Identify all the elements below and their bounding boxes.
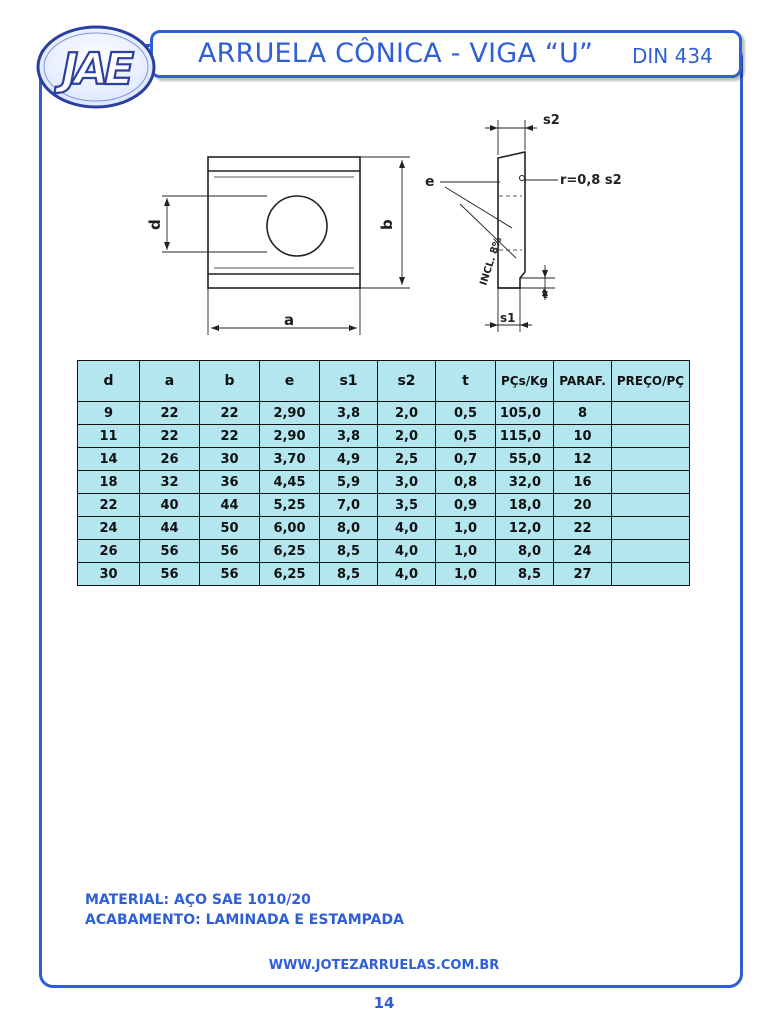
header-e: e <box>260 361 320 402</box>
table-cell: 3,70 <box>260 448 320 471</box>
table-cell: 1,0 <box>436 540 496 563</box>
table-cell: 16 <box>554 471 612 494</box>
label-t: t <box>542 287 548 301</box>
table-cell: 4,45 <box>260 471 320 494</box>
header-preco: PREÇO/PÇ <box>612 361 690 402</box>
table-cell: 0,9 <box>436 494 496 517</box>
table-row <box>78 402 690 425</box>
table-cell <box>612 425 690 448</box>
table-cell: 8,0 <box>496 540 554 563</box>
table-cell: 40 <box>140 494 200 517</box>
washer-hole <box>267 196 327 256</box>
table-cell: 24 <box>78 517 140 540</box>
table-cell: 4,0 <box>378 517 436 540</box>
company-logo <box>34 22 158 112</box>
table-cell: 2,5 <box>378 448 436 471</box>
table-cell <box>612 471 690 494</box>
table-cell: 3,0 <box>378 471 436 494</box>
table-cell: 14 <box>78 448 140 471</box>
table-cell: 50 <box>200 517 260 540</box>
table-cell: 8 <box>554 402 612 425</box>
table-row <box>78 471 690 494</box>
table-cell: 22 <box>200 402 260 425</box>
header-s2: s2 <box>378 361 436 402</box>
table-cell: 6,25 <box>260 563 320 586</box>
table-cell: 32,0 <box>496 471 554 494</box>
table-header-row <box>78 361 690 402</box>
table-cell: 30 <box>200 448 260 471</box>
page-title: ARRUELA CÔNICA - VIGA “U” <box>198 38 594 69</box>
table-cell: 18 <box>78 471 140 494</box>
table-cell: 1,0 <box>436 563 496 586</box>
table-cell: 44 <box>140 517 200 540</box>
table-row <box>78 517 690 540</box>
table-cell: 22 <box>78 494 140 517</box>
table-cell: 0,8 <box>436 471 496 494</box>
table-cell: 32 <box>140 471 200 494</box>
standard-label: DIN 434 <box>632 44 713 68</box>
table-row <box>78 494 690 517</box>
table-cell: 3,5 <box>378 494 436 517</box>
table-cell: 8,0 <box>320 517 378 540</box>
table-cell: 56 <box>200 540 260 563</box>
table-cell <box>612 563 690 586</box>
table-cell: 26 <box>140 448 200 471</box>
header-t: t <box>436 361 496 402</box>
logo-text: JAE <box>61 44 131 95</box>
table-cell <box>612 540 690 563</box>
table-row <box>78 563 690 586</box>
table-cell <box>612 494 690 517</box>
label-e: e <box>425 174 435 190</box>
label-a: a <box>284 311 295 329</box>
label-s2: s2 <box>543 113 560 128</box>
website-link[interactable]: WWW.JOTEZARRUELAS.COM.BR <box>268 958 500 973</box>
header-b: b <box>200 361 260 402</box>
finish-text: ACABAMENTO: LAMINADA E ESTAMPADA <box>85 912 404 928</box>
table-cell: 6,25 <box>260 540 320 563</box>
table-cell: 4,0 <box>378 563 436 586</box>
spec-table <box>77 360 690 586</box>
label-d: d <box>146 219 164 230</box>
table-cell: 12 <box>554 448 612 471</box>
table-cell <box>612 402 690 425</box>
table-cell: 36 <box>200 471 260 494</box>
label-s1: s1 <box>500 311 516 325</box>
table-cell: 22 <box>140 402 200 425</box>
table-cell: 22 <box>200 425 260 448</box>
technical-drawing <box>140 100 660 345</box>
table-cell: 20 <box>554 494 612 517</box>
table-cell: 105,0 <box>496 402 554 425</box>
label-b: b <box>378 219 396 230</box>
footer-info <box>85 890 404 930</box>
label-radius: r=0,8 s2 <box>560 173 622 188</box>
page-number: 14 <box>373 994 395 1012</box>
table-cell: 0,5 <box>436 402 496 425</box>
table-cell: 7,0 <box>320 494 378 517</box>
table-cell: 5,9 <box>320 471 378 494</box>
table-cell: 22 <box>140 425 200 448</box>
table-cell: 10 <box>554 425 612 448</box>
table-cell: 3,8 <box>320 402 378 425</box>
table-cell: 24 <box>554 540 612 563</box>
table-cell: 0,7 <box>436 448 496 471</box>
table-row <box>78 540 690 563</box>
table-cell: 56 <box>140 540 200 563</box>
table-cell: 30 <box>78 563 140 586</box>
table-cell: 2,0 <box>378 425 436 448</box>
table-cell: 12,0 <box>496 517 554 540</box>
table-cell: 4,9 <box>320 448 378 471</box>
table-cell: 0,5 <box>436 425 496 448</box>
table-cell: 3,8 <box>320 425 378 448</box>
table-row <box>78 448 690 471</box>
table-cell: 2,90 <box>260 425 320 448</box>
table-cell: 2,90 <box>260 402 320 425</box>
header-pcs-kg: PÇs/Kg <box>496 361 554 402</box>
table-cell: 27 <box>554 563 612 586</box>
table-cell: 9 <box>78 402 140 425</box>
table-cell: 11 <box>78 425 140 448</box>
table-cell: 22 <box>554 517 612 540</box>
table-cell: 1,0 <box>436 517 496 540</box>
table-cell: 2,0 <box>378 402 436 425</box>
header-a: a <box>140 361 200 402</box>
table-cell: 8,5 <box>496 563 554 586</box>
table-cell: 115,0 <box>496 425 554 448</box>
table-cell: 18,0 <box>496 494 554 517</box>
table-row <box>78 425 690 448</box>
table-cell <box>612 448 690 471</box>
table-cell: 8,5 <box>320 563 378 586</box>
header-d: d <box>78 361 140 402</box>
header-paraf: PARAF. <box>554 361 612 402</box>
table-cell: 6,00 <box>260 517 320 540</box>
washer-side-view <box>498 152 525 288</box>
table-cell: 56 <box>140 563 200 586</box>
table-cell <box>612 517 690 540</box>
header-s1: s1 <box>320 361 378 402</box>
material-text: MATERIAL: AÇO SAE 1010/20 <box>85 892 311 908</box>
table-cell: 55,0 <box>496 448 554 471</box>
table-cell: 4,0 <box>378 540 436 563</box>
table-cell: 5,25 <box>260 494 320 517</box>
table-cell: 56 <box>200 563 260 586</box>
table-cell: 8,5 <box>320 540 378 563</box>
label-incline: INCL. 8% <box>478 235 505 287</box>
table-cell: 44 <box>200 494 260 517</box>
table-cell: 26 <box>78 540 140 563</box>
